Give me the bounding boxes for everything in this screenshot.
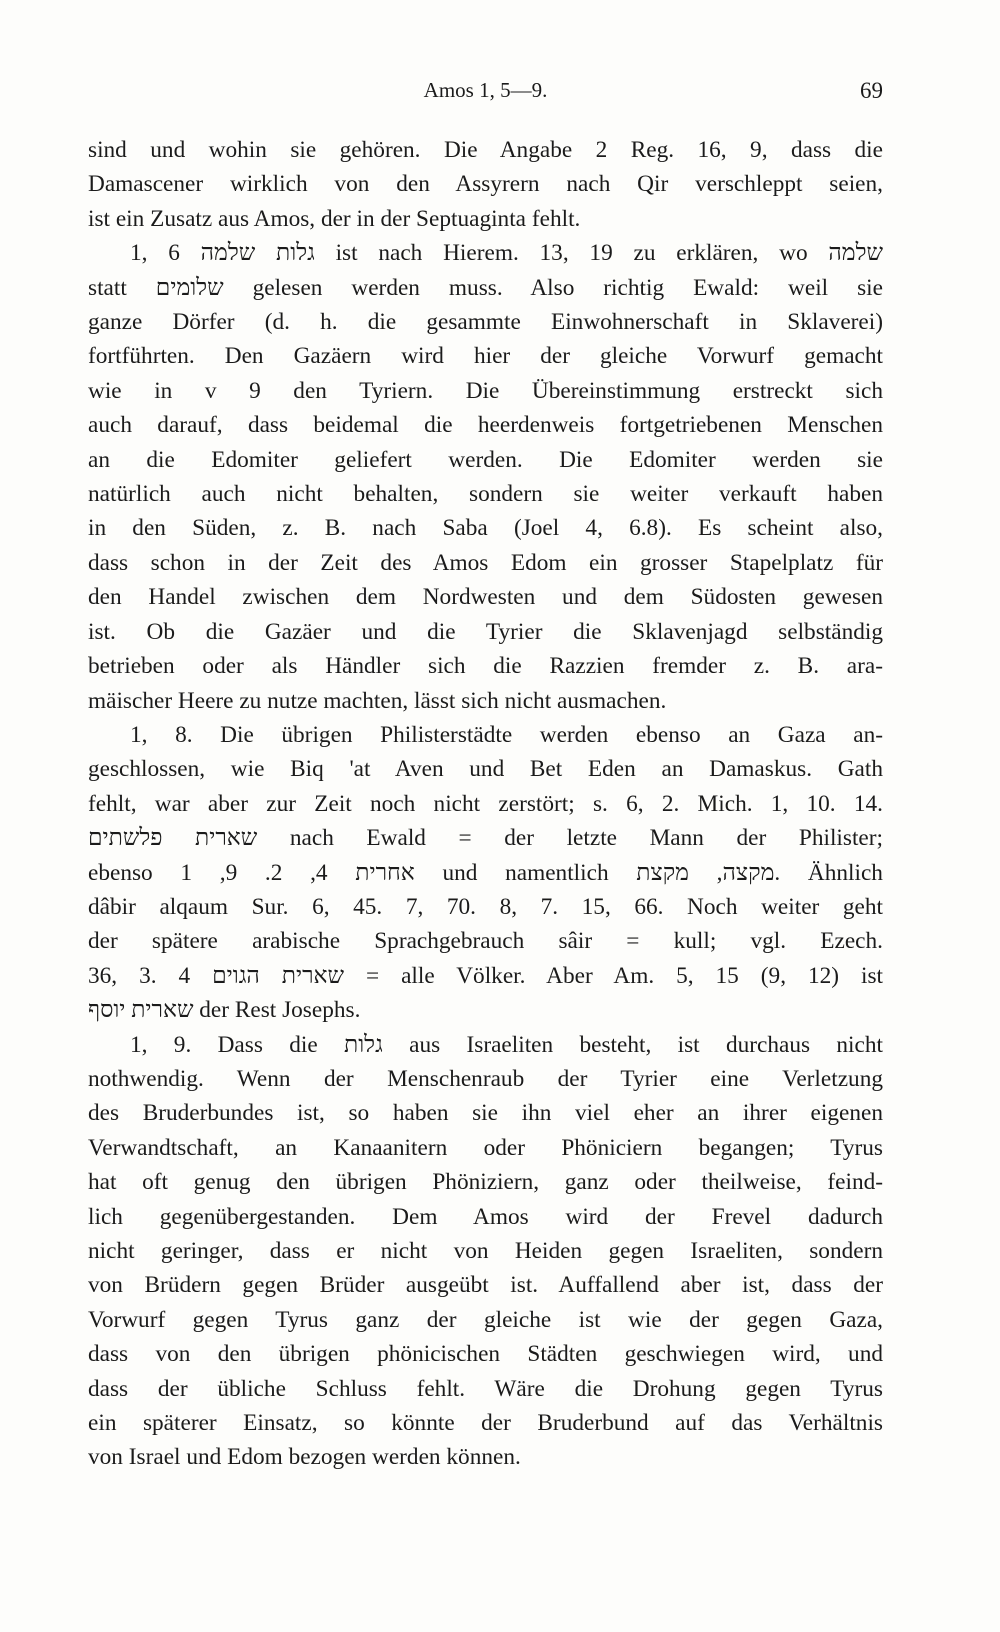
text-line: ist ein Zusatz aus Amos, der in der Septuaginta fehlt. [88, 205, 581, 232]
text-line: Damascener wirklich von den Assyrern nach Qir verschleppt seien, [88, 171, 883, 198]
text-line: dass schon in der Zeit des Amos Edom ein grosser Stapelplatz für [88, 549, 883, 576]
body-text [88, 133, 883, 1475]
running-title: Amos 1, 5—9. [423, 78, 548, 102]
text-line: nothwendig. Wenn der Menschenraub der Tyrier eine Verletzung [88, 1065, 883, 1092]
text-line: fortführten. Den Gazäern wird hier der gleiche Vorwurf gemacht [88, 343, 883, 370]
text-line: nicht geringer, dass er nicht von Heiden gegen Israeliten, sondern [88, 1238, 883, 1264]
text-line: ist. Ob die Gazäer und die Tyrier die Sklavenjagd selbständig [88, 618, 883, 645]
text-line: auch darauf, dass beidemal die heerdenweis fortgetriebenen Menschen [88, 412, 883, 439]
text-line: geschlossen, wie Biq 'at Aven und Bet Eden an Damaskus. Gath [88, 756, 883, 783]
text-line: statt שלומים gelesen werden muss. Also richtig Ewald: weil sie [88, 274, 883, 301]
page-number: 69 [860, 78, 883, 103]
text-line: von Brüdern gegen Brüder ausgeübt ist. Auffallend aber ist, dass der [88, 1272, 883, 1299]
text-line: an die Edomiter geliefert werden. Die Edomiter werden sie [88, 446, 883, 473]
text-line: sind und wohin sie gehören. Die Angabe 2 Reg. 16, 9, dass die [88, 137, 883, 163]
text-line: ganze Dörfer (d. h. die gesammte Einwohnerschaft in Sklaverei) [88, 309, 883, 336]
text-line: von Israel und Edom bezogen werden können. [88, 1444, 521, 1471]
text-line: mäischer Heere zu nutze machten, lässt sich nicht ausmachen. [88, 687, 667, 714]
text-line: dass der übliche Schluss fehlt. Wäre die Drohung gegen Tyrus [88, 1375, 883, 1402]
text-line: des Bruderbundes ist, so haben sie ihn viel eher an ihrer eigenen [88, 1100, 883, 1127]
text-line: שארית פלשתים nach Ewald = der letzte Mann der Philister; [88, 825, 883, 852]
text-line: 1, 8. Die übrigen Philisterstädte werden ebenso an Gaza an- [130, 721, 883, 748]
text-line: dâbir alqaum Sur. 6, 45. 7, 70. 8, 7. 15, 66. Noch weiter geht [88, 893, 883, 920]
text-line: fehlt, war aber zur Zeit noch nicht zerstört; s. 6, 2. Mich. 1, 10. 14. [88, 790, 883, 817]
text-line: 36, 3. 4 שארית הגוים = alle Völker. Aber Am. 5, 15 (9, 12) ist [88, 962, 883, 989]
text-line: Vorwurf gegen Tyrus ganz der gleiche ist wie der gegen Gaza, [88, 1306, 883, 1333]
text-line: Verwandtschaft, an Kanaanitern oder Phöniciern begangen; Tyrus [88, 1134, 883, 1161]
text-line: der spätere arabische Sprachgebrauch sâir = kull; vgl. Ezech. [88, 928, 883, 955]
text-line: ein späterer Einsatz, so könnte der Bruderbund auf das Verhältnis [88, 1410, 883, 1437]
text-line: lich gegenübergestanden. Dem Amos wird der Frevel dadurch [88, 1203, 883, 1230]
text-line: den Handel zwischen dem Nordwesten und dem Südosten gewesen [88, 584, 883, 611]
text-line: ebenso אחרית 4, 2. 9, 1 und namentlich מקצה, מקצת. Ähnlich [88, 859, 883, 886]
text-line: 1, 9. Dass die גלות aus Israeliten besteht, ist durchaus nicht [130, 1031, 883, 1058]
text-line: 1, 6 גלות שלמה ist nach Hierem. 13, 19 zu erklären, wo שלמה [130, 240, 883, 267]
page-header [88, 78, 883, 114]
text-line: betrieben oder als Händler sich die Razzien fremder z. B. ara- [88, 653, 883, 680]
text-line: hat oft genug den übrigen Phöniziern, ganz oder theilweise, feind- [88, 1169, 883, 1196]
text-line: שארית יוסף der Rest Josephs. [88, 997, 361, 1024]
text-line: wie in v 9 den Tyriern. Die Übereinstimmung erstreckt sich [88, 377, 883, 404]
text-line: dass von den übrigen phönicischen Städten geschwiegen wird, und [88, 1341, 883, 1368]
text-line: natürlich auch nicht behalten, sondern sie weiter verkauft haben [88, 481, 883, 508]
text-line: in den Süden, z. B. nach Saba (Joel 4, 6.8). Es scheint also, [88, 515, 883, 542]
